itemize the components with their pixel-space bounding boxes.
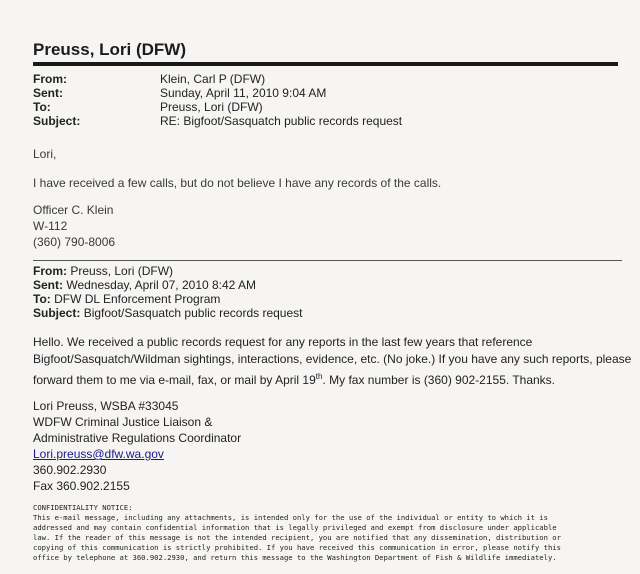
original-body-line-3 — [33, 368, 555, 389]
from-label: From: — [33, 72, 67, 86]
signature-title-1: WDFW Criminal Justice Liaison & — [33, 415, 213, 429]
signature-title-2: Administrative Regulations Coordinator — [33, 431, 242, 445]
to-label: To: — [33, 100, 51, 114]
original-subject-label: Subject: — [33, 306, 81, 320]
confidentiality-line: copying of this communication is strictly prohibited. If you have received this communication in error, please notify this — [33, 543, 561, 552]
confidentiality-line: law. If the reader of this message is not the intended recipient, you are notified that any dissemination, distribution or — [33, 533, 561, 542]
original-subject-value: Bigfoot/Sasquatch public records request — [83, 306, 303, 320]
reply-signature-code: W-112 — [33, 219, 68, 233]
confidentiality-heading: CONFIDENTIALITY NOTICE: — [33, 503, 133, 512]
reply-signature-phone: (360) 790-8006 — [33, 235, 116, 249]
original-sent-row — [33, 278, 256, 292]
signature-phone: 360.902.2930 — [33, 463, 107, 477]
original-to-label: To: — [33, 292, 51, 306]
reply-text: I have received a few calls, but do not believe I have any records of the calls. — [33, 176, 442, 190]
reply-signature-name: Officer C. Klein — [33, 203, 114, 217]
title-rule — [33, 62, 618, 66]
original-sent-value: Wednesday, April 07, 2010 8:42 AM — [66, 278, 257, 292]
from-value: Klein, Carl P (DFW) — [160, 72, 266, 86]
to-value: Preuss, Lori (DFW) — [160, 100, 263, 114]
original-from-label: From: — [33, 264, 67, 278]
body-line-3-start: forward them to me via e-mail, fax, or mail by April 19 — [33, 373, 316, 387]
reply-greeting: Lori, — [33, 147, 57, 161]
confidentiality-line: This e-mail message, including any attachments, is intended only for the use of the individual or entity to which it is — [33, 513, 548, 522]
subject-label: Subject: — [33, 114, 81, 128]
original-body-line-1: Hello. We received a public records request for any reports in the last few years that reference — [33, 335, 533, 349]
original-sent-label: Sent: — [33, 278, 63, 292]
signature-fax: Fax 360.902.2155 — [33, 479, 130, 493]
original-from-row — [33, 264, 173, 278]
message-separator — [33, 260, 622, 261]
original-to-value: DFW DL Enforcement Program — [54, 292, 221, 306]
sent-label: Sent: — [33, 86, 63, 100]
original-to-row — [33, 292, 220, 306]
date-suffix: th — [315, 372, 323, 381]
original-body-line-2: Bigfoot/Sasquatch/Wildman sightings, interactions, evidence, etc. (No joke.) If you have any such reports, please — [33, 352, 632, 366]
original-subject-row — [33, 306, 302, 320]
sent-value: Sunday, April 11, 2010 9:04 AM — [160, 86, 327, 100]
page-title: Preuss, Lori (DFW) — [33, 40, 187, 59]
signature-email-link[interactable]: Lori.preuss@dfw.wa.gov — [33, 447, 164, 461]
original-from-value: Preuss, Lori (DFW) — [70, 264, 174, 278]
confidentiality-line: office by telephone at 360.902.2930, and return this message to the Washington Department of Fish & Wildlife immediately. — [33, 553, 557, 562]
subject-value: RE: Bigfoot/Sasquatch public records request — [160, 114, 403, 128]
body-line-3-end: . My fax number is (360) 902-2155. Thanks. — [322, 373, 556, 387]
confidentiality-line: addressed and may contain confidential information that is legally privileged and exempt from disclosure under applicable — [33, 523, 557, 532]
signature-name: Lori Preuss, WSBA #33045 — [33, 399, 179, 413]
